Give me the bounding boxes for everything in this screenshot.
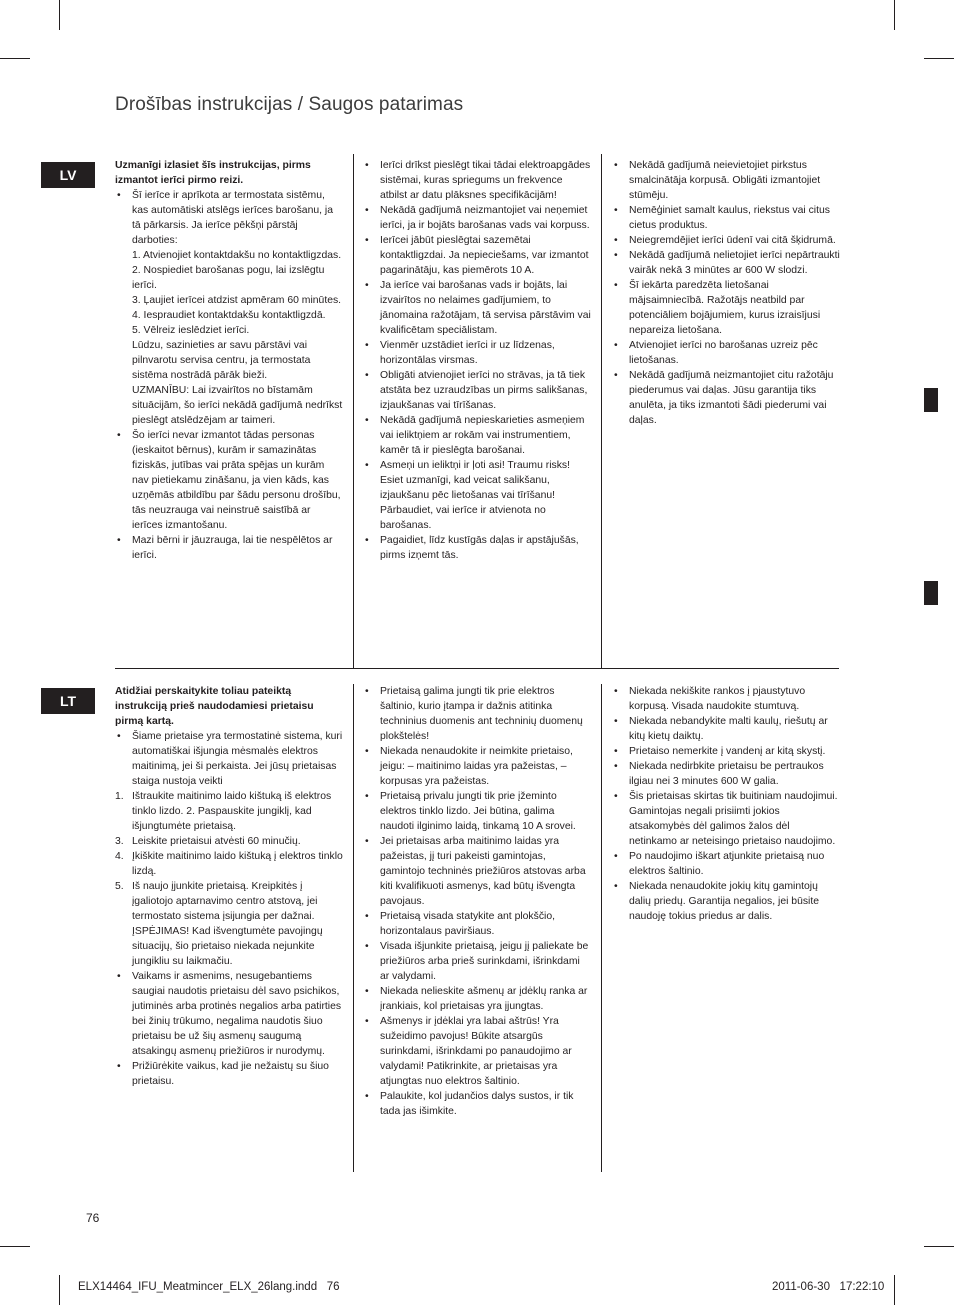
list-item: • Ja ierīce vai barošanas vads ir bojāts, lai izvairītos no nelaimes gadījumiem, to jānomaina ražotājam, tā servisa pārstāvim vai kvalificētam speciālistam. xyxy=(363,278,591,338)
crop-mark xyxy=(59,1275,60,1305)
column-divider xyxy=(353,684,354,1172)
list-item: • Visada išjunkite prietaisą, jeigu jį paliekate be priežiūros arba prieš surinkdami, išrinkdami ar valydami. xyxy=(363,939,591,984)
lv-col1-list xyxy=(115,188,343,563)
lv-step: 4. Iespraudiet kontaktdakšu kontaktligzdā. xyxy=(132,310,326,321)
list-item: • Niekada nelieskite ašmenų ar įdėklų ranka ar įrankiais, kol prietaisas yra įjungtas. xyxy=(363,984,591,1014)
crop-mark xyxy=(59,0,60,30)
list-item: • Ierīci drīkst pieslēgt tikai tādai elektroapgādes sistēmai, kuras spriegums un frekvence atbilst ar datu plāksnes specifikācijām! xyxy=(363,158,591,203)
crop-mark xyxy=(924,58,954,59)
list-item: • Prietaisą privalu jungti tik prie įžeminto elektros tinklo lizdo. Jei būtina, galima naudoti ilginimo laidą, tinkamą 10 A srovei. xyxy=(363,789,591,834)
lv-warning-note: UZMANĪBU: Lai izvairītos no bīstamām situācijām, šo ierīci nekādā gadījumā nedrīkst pieslēgt atslēdzējam ar taimeri. xyxy=(132,385,343,426)
lv-column-1 xyxy=(115,158,343,563)
lt-column-1 xyxy=(115,684,343,1089)
column-divider xyxy=(601,154,602,668)
lt-steps xyxy=(115,789,343,969)
edge-tab xyxy=(924,581,938,605)
step-item xyxy=(115,789,343,834)
list-item xyxy=(115,188,343,428)
lv-step: 3. Ļaujiet ierīcei atdzist apmēram 60 minūtes. xyxy=(132,295,342,306)
column-divider xyxy=(353,154,354,668)
list-item: • Nekādā gadījumā neizmantojiet citu ražotāju piederumus vai daļas. Jūsu garantija tiks anulēta, ja tiks izmantoti šādi piederumi vai daļas. xyxy=(612,368,840,428)
list-item: • Obligāti atvienojiet ierīci no strāvas, ja tā tiek atstāta bez uzraudzības un pirms salikšanas, izjaukšanas vai tīrīšanas. xyxy=(363,368,591,413)
lv-column-2 xyxy=(363,158,591,563)
lv-col3-list xyxy=(612,158,840,428)
list-item: • Niekada nenaudokite jokių kitų gamintojų dalių priedų. Garantija negalios, jei būsite naudoję tokius priedus ar dalis. xyxy=(612,879,840,924)
step-number: 1. xyxy=(115,791,124,802)
list-item: • Prižiūrėkite vaikus, kad jie nežaistų su šiuo prietaisu. xyxy=(115,1059,343,1089)
list-item: • Šiame prietaise yra termostatinė sistema, kuri automatiškai išjungia mėsmalės elektros maitinimą, jei ši perkaista. Jei jūsų prietaisas staiga nustoja veikti xyxy=(115,729,343,789)
lt-lead: Atidžiai perskaitykite toliau pateiktą instrukciją prieš naudodamiesi prietaisu pirmą kartą. xyxy=(115,686,314,727)
list-item: • Po naudojimo iškart atjunkite prietaisą nuo elektros šaltinio. xyxy=(612,849,840,879)
column-divider xyxy=(601,684,602,1172)
lv-step: 5. Vēlreiz ieslēdziet ierīci. xyxy=(132,325,250,336)
lt-col1-intro-list xyxy=(115,729,343,789)
crop-mark xyxy=(894,0,895,30)
page-number: 76 xyxy=(86,1211,100,1225)
lv-column-3 xyxy=(612,158,840,428)
lv-service-note: Lūdzu, sazinieties ar savu pārstāvi vai pilnvarotu servisa centru, ja termostata sistēma nostrādā pārāk bieži. xyxy=(132,340,311,381)
list-item: • Jei prietaisas arba maitinimo laidas yra pažeistas, jį turi pakeisti gamintojas, gamintojo techninės priežiūros atstovas arba kiti kvalifikuoti asmenys, kad būtų išvengta pavojaus. xyxy=(363,834,591,909)
step-number: 5. xyxy=(115,881,124,892)
step-text: Iš naujo įjunkite prietaisą. Kreipkitės į įgaliotojo aptarnavimo centro atstovą, jei termostato sistema įsijungia per dažnai. ĮSPĖJIMAS! Kad išvengtumėte pavojingų situacijų, šio prietaiso niekada nejunkite jungikliu su laikmačiu. xyxy=(132,881,323,967)
language-badge-lv: LV xyxy=(41,162,95,188)
list-item: • Nekādā gadījumā neizmantojiet vai neņemiet ierīci, ja ir bojāts barošanas vads vai korpuss. xyxy=(363,203,591,233)
step-text: Leiskite prietaisui atvėsti 60 minučių. xyxy=(132,836,301,847)
list-item: • Šis prietaisas skirtas tik buitiniam naudojimui. Gamintojas negali prisiimti jokios atsakomybės dėl galimos žalos dėl netinkamo ar neteisingo prietaiso naudojimo. xyxy=(612,789,840,849)
language-badge-lt: LT xyxy=(41,688,95,714)
lt-column-3 xyxy=(612,684,840,924)
footer-file-name: ELX14464_IFU_Meatmincer_ELX_26lang.indd 76 xyxy=(78,1281,340,1293)
list-item: • Nekādā gadījumā neievietojiet pirkstus smalcinātāja korpusā. Obligāti izmantojiet stūmēju. xyxy=(612,158,840,203)
list-item: • Nemēģiniet samalt kaulus, riekstus vai citus cietus produktus. xyxy=(612,203,840,233)
lv-step: 2. Nospiediet barošanas pogu, lai izslēgtu ierīci. xyxy=(132,265,325,291)
list-item: • Niekada nebandykite malti kaulų, riešutų ar kitų kietų daiktų. xyxy=(612,714,840,744)
list-item: • Niekada nenaudokite ir neimkite prietaiso, jeigu: – maitinimo laidas yra pažeistas, – korpusas yra pažeistas. xyxy=(363,744,591,789)
list-item: • Pagaidiet, līdz kustīgās daļas ir apstājušās, pirms izņemt tās. xyxy=(363,533,591,563)
list-item: • Ašmenys ir įdėklai yra labai aštrūs! Yra sužeidimo pavojus! Būkite atsargūs surinkdami, išrinkdami po panaudojimo ar valydami! Patikrinkite, ar prietaisas yra atjungtas nuo elektros šaltinio. xyxy=(363,1014,591,1089)
step-item xyxy=(115,849,343,879)
lt-col2-list xyxy=(363,684,591,1119)
crop-mark xyxy=(894,1275,895,1305)
crop-mark xyxy=(0,58,30,59)
list-item: • Šī iekārta paredzēta lietošanai mājsaimniecībā. Ražotājs neatbild par potenciāliem bojājumiem, kurus izraisījusi nepareiza lietošana. xyxy=(612,278,840,338)
list-item: • Vienmēr uzstādiet ierīci ir uz līdzenas, horizontālas virsmas. xyxy=(363,338,591,368)
crop-mark xyxy=(0,1246,30,1247)
list-item: • Niekada nedirbkite prietaisu be pertraukos ilgiau nei 3 minutes 600 W galia. xyxy=(612,759,840,789)
lt-col3-list xyxy=(612,684,840,924)
step-item xyxy=(115,834,343,849)
list-item: • Šo ierīci nevar izmantot tādas personas (ieskaitot bērnus), kurām ir samazinātas fiziskās, jutības vai prāta spējas un kurām nav pietiekamu zināšanu, ja vien kāds, kas uzņēmās atbildību par šādu personu drošību, tās neuzrauga vai neinstruē saistībā ar ierīces izmantošanu. xyxy=(115,428,343,533)
list-item: • Ierīcei jābūt pieslēgtai sazemētai kontaktligzdai. Ja nepieciešams, var izmantot pagarinātāju, kas piemērots 10 A. xyxy=(363,233,591,278)
page-title: Drošības instrukcijas / Saugos patarimas xyxy=(115,94,464,115)
list-item: • Nekādā gadījumā nelietojiet ierīci nepārtraukti vairāk nekā 3 minūtes ar 600 W slodzi. xyxy=(612,248,840,278)
list-item: • Atvienojiet ierīci no barošanas uzreiz pēc lietošanas. xyxy=(612,338,840,368)
step-text: Įkiškite maitinimo laido kištuką į elektros tinklo lizdą. xyxy=(132,851,343,877)
lv-col2-list xyxy=(363,158,591,563)
list-item: • Niekada nekiškite rankos į pjaustytuvo korpusą. Visada naudokite stumtuvą. xyxy=(612,684,840,714)
lt-col1-list xyxy=(115,969,343,1089)
step-text: Ištraukite maitinimo laido kištuką iš elektros tinklo lizdo. 2. Paspauskite jungiklį, kad išjungtumėte prietaisą. xyxy=(132,791,332,832)
lv-lead: Uzmanīgi izlasiet šīs instrukcijas, pirms izmantot ierīci pirmo reizi. xyxy=(115,160,311,186)
list-item: • Prietaisą galima jungti tik prie elektros šaltinio, kurio įtampa ir dažnis atitinka techninius duomenis ant techninių duomenų plokštelės! xyxy=(363,684,591,744)
lt-column-2 xyxy=(363,684,591,1119)
lv-thermostat-text: • Šī ierīce ir aprīkota ar termostata sistēmu, kas automātiski atslēgs ierīces barošanu, ja tā pārkarsis. Ja ierīce pēkšņi pārstāj darboties: xyxy=(132,190,333,246)
step-number: 3. xyxy=(115,836,124,847)
crop-mark xyxy=(924,1246,954,1247)
list-item: • Prietaisą visada statykite ant plokščio, horizontalaus paviršiaus. xyxy=(363,909,591,939)
list-item: • Asmeņi un ieliktņi ir ļoti asi! Traumu risks! Esiet uzmanīgi, kad veicat salikšanu, izjaukšanu pēc lietošanas vai tīrīšanu! Pārbaudiet, vai ierīce ir atvienota no barošanas. xyxy=(363,458,591,533)
step-item xyxy=(115,879,343,969)
section-divider xyxy=(115,668,839,669)
list-item: • Prietaiso nemerkite į vandenį ar kitą skystį. xyxy=(612,744,840,759)
list-item: • Vaikams ir asmenims, nesugebantiems saugiai naudotis prietaisu dėl savo psichikos, jutiminės arba protinės negalios arba patirties bei žinių trūkumo, negalima naudotis šiuo prietaisu be už šių asmenų saugumą atsakingų asmenų priežiūros ir nurodymų. xyxy=(115,969,343,1059)
list-item: • Palaukite, kol judančios dalys sustos, ir tik tada jas išimkite. xyxy=(363,1089,591,1119)
edge-tab xyxy=(924,388,938,412)
list-item: • Mazi bērni ir jāuzrauga, lai tie nespēlētos ar ierīci. xyxy=(115,533,343,563)
footer-datetime: 2011-06-30 17:22:10 xyxy=(772,1281,885,1293)
list-item: • Neiegremdējiet ierīci ūdenī vai citā šķidrumā. xyxy=(612,233,840,248)
step-number: 4. xyxy=(115,851,124,862)
list-item: • Nekādā gadījumā nepieskarieties asmeņiem vai ieliktņiem ar rokām vai instrumentiem, kamēr tā ir pieslēgta barošanai. xyxy=(363,413,591,458)
lv-step: 1. Atvienojiet kontaktdakšu no kontaktligzdas. xyxy=(132,250,342,261)
